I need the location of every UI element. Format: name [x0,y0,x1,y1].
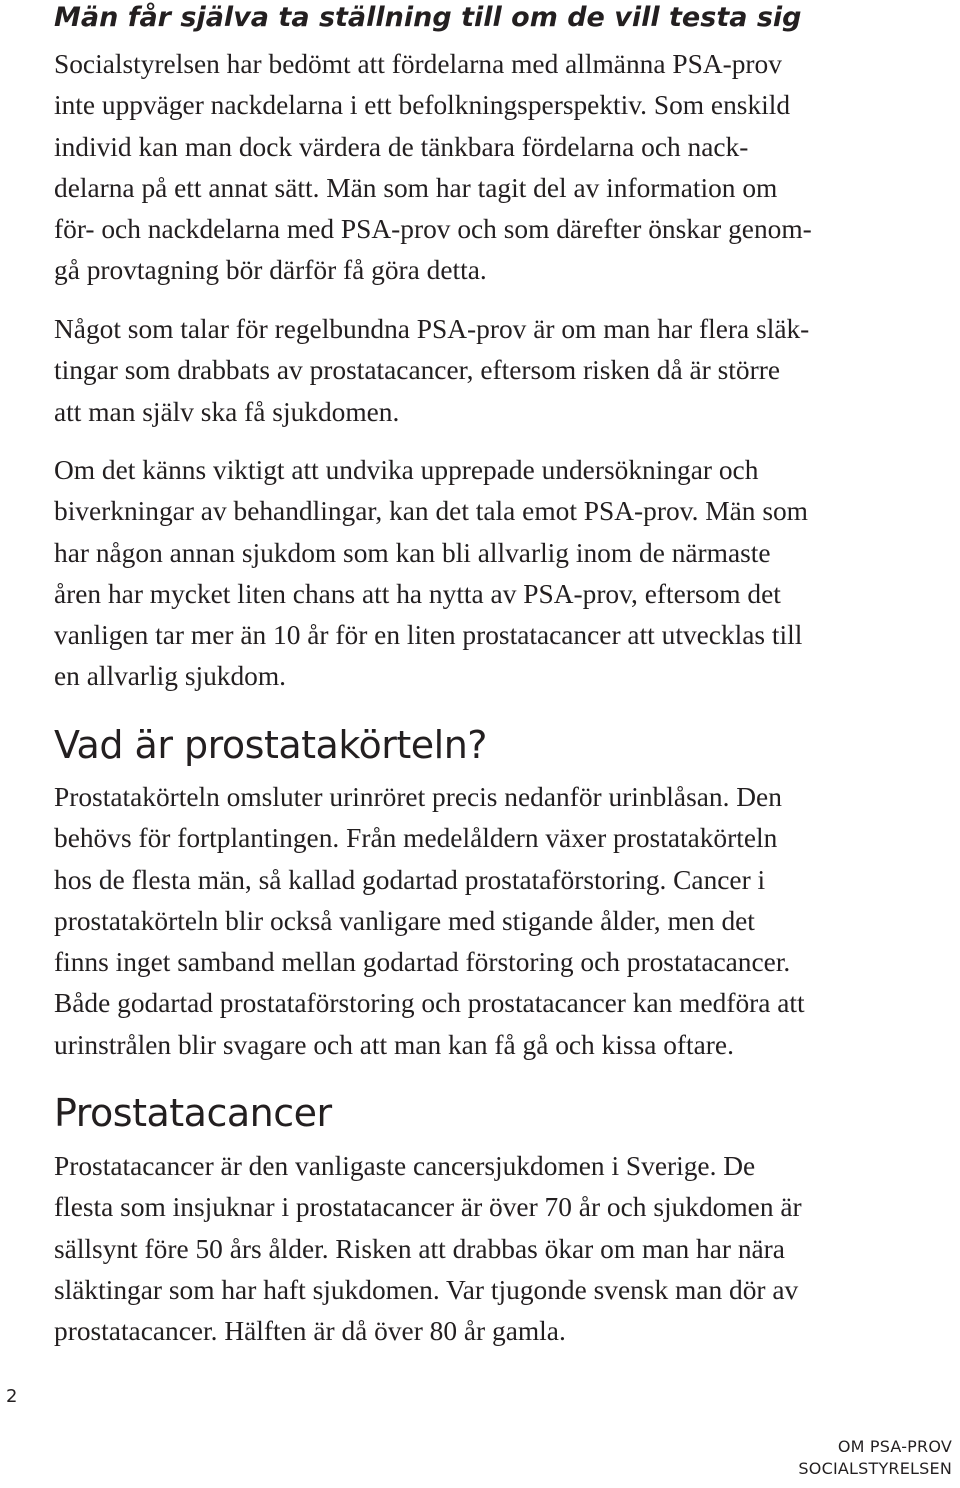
text-line: biverkningar av behandlingar, kan det tala emot PSA-prov. Män som [54,496,808,527]
text-line: åren har mycket liten chans att ha nytta av PSA-prov, eftersom det [54,578,781,609]
section-heading-testing: Män får själva ta ställning till om de vill testa sig [54,2,802,33]
text-line: flesta som insjuknar i prostatacancer är över 70 år och sjukdomen är [54,1192,802,1223]
page-number: 2 [6,1386,18,1407]
paragraph-prostate-gland [54,777,954,1066]
text-line: Både godartad prostataförstoring och prostatacancer kan medföra att [54,988,805,1019]
text-line: inte uppväger nackdelarna i ett befolkningsperspektiv. Som enskild [54,90,791,121]
paragraph-prostate-cancer [54,1146,954,1352]
text-line: för- och nackdelarna med PSA-prov och som därefter önskar genom- [54,214,812,245]
text-line: prostatakörteln blir också vanligare med stigande ålder, men det [54,905,755,936]
text-line: vanligen tar mer än 10 år för en liten prostatacancer att utvecklas till [54,620,803,651]
text-line: individ kan man dock värdera de tänkbara fördelarna och nack- [54,131,749,162]
text-line: Socialstyrelsen har bedömt att fördelarna med allmänna PSA-prov [54,49,782,79]
footer-publisher: SOCIALSTYRELSEN [798,1459,952,1478]
footer-title: OM PSA-PROV [837,1437,952,1456]
text-line: finns inget samband mellan godartad förstoring och prostatacancer. [54,947,791,978]
text-line: att man själv ska få sjukdomen. [54,396,400,427]
text-line: släktingar som har haft sjukdomen. Var tjugonde svensk man dör av [54,1274,799,1305]
paragraph-family-risk [54,309,954,433]
footer-publication-info [798,1436,952,1480]
text-line: urinstrålen blir svagare och att man kan få gå och kissa oftare. [54,1029,734,1060]
text-line: delarna på ett annat sätt. Män som har tagit del av information om [54,172,778,203]
text-line: behövs för fortplantingen. Från medelåldern växer prostatakörteln [54,823,778,854]
text-line: tingar som drabbats av prostatacancer, eftersom risken då är större [54,355,780,386]
text-line: en allvarlig sjukdom. [54,661,287,692]
text-line: Prostatakörteln omsluter urinröret precis nedanför urinblåsan. Den [54,782,782,812]
paragraph-assessment [54,44,954,292]
text-line: gå provtagning bör därför få göra detta. [54,255,487,286]
paragraph-against-testing [54,450,954,698]
text-line: hos de flesta män, så kallad godartad prostataförstoring. Cancer i [54,864,766,895]
section-heading-prostate-cancer: Prostatacancer [54,1091,332,1135]
text-line: Prostatacancer är den vanligaste cancersjukdomen i Sverige. De [54,1151,756,1181]
text-line: har någon annan sjukdom som kan bli allvarlig inom de närmaste [54,537,771,568]
text-line: sällsynt före 50 års ålder. Risken att drabbas ökar om man har nära [54,1233,785,1264]
text-line: Något som talar för regelbundna PSA-prov är om man har flera släk- [54,314,810,344]
text-line: Om det känns viktigt att undvika upprepade undersökningar och [54,455,759,485]
text-line: prostatacancer. Hälften är då över 80 år gamla. [54,1316,566,1347]
section-heading-prostate-gland: Vad är prostatakörteln? [54,723,487,767]
